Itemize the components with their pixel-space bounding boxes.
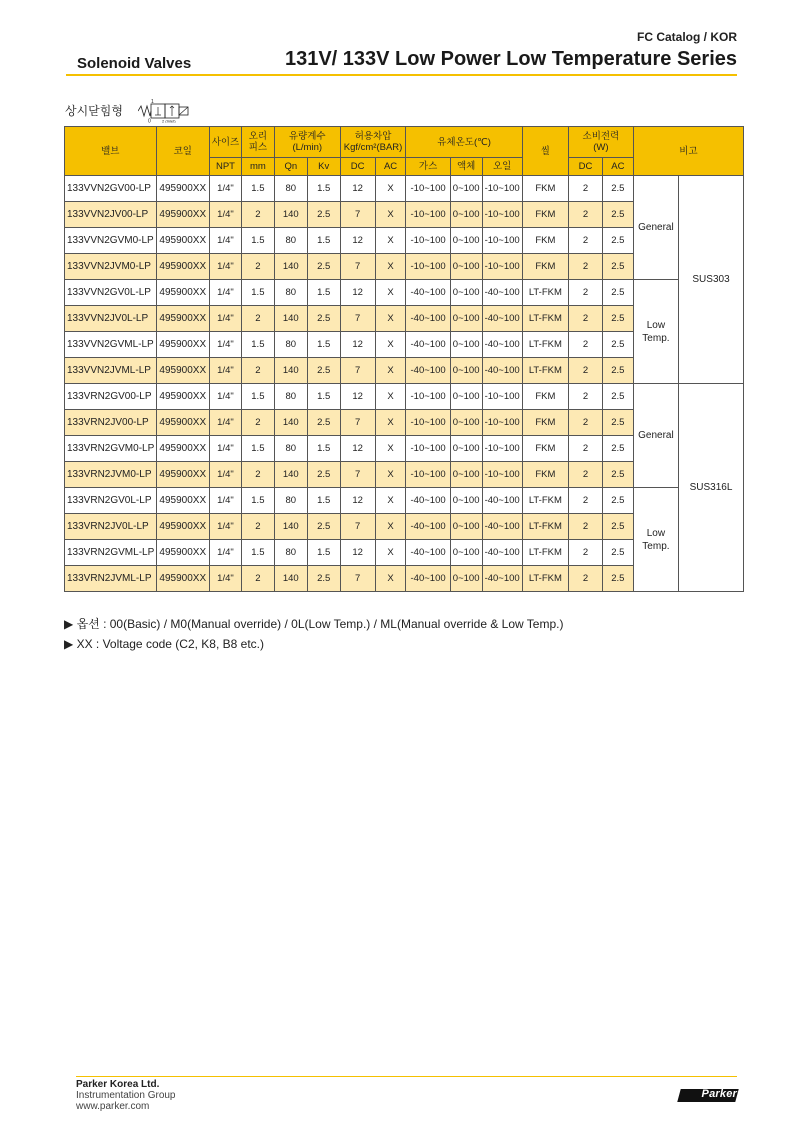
cell-power-dc: 2 — [569, 566, 603, 592]
col-temperature: 유체온도(℃) — [406, 127, 522, 158]
cell-size-npt: 1/4" — [210, 462, 242, 488]
cell-temp-oil: -10~100 — [482, 436, 522, 462]
cell-valve-model: 133VVN2JV0L-LP — [65, 306, 157, 332]
cell-seal: LT-FKM — [522, 566, 568, 592]
header-rule — [66, 74, 737, 76]
cell-power-ac: 2.5 — [602, 410, 633, 436]
col-npt: NPT — [210, 158, 242, 176]
cell-valve-model: 133VVN2GVML-LP — [65, 332, 157, 358]
cell-coil: 495900XX — [156, 514, 209, 540]
cell-flow-kv: 1.5 — [307, 176, 340, 202]
cell-flow-kv: 1.5 — [307, 384, 340, 410]
cell-pressure-ac: X — [375, 462, 406, 488]
cell-temp-gas: -40~100 — [406, 514, 450, 540]
col-dc: DC — [340, 158, 375, 176]
cell-orifice-mm: 1.5 — [241, 228, 274, 254]
cell-flow-kv: 1.5 — [307, 228, 340, 254]
cell-flow-qn: 80 — [274, 488, 307, 514]
col-ac: AC — [375, 158, 406, 176]
cell-pressure-ac: X — [375, 436, 406, 462]
cell-power-ac: 2.5 — [602, 514, 633, 540]
cell-power-ac: 2.5 — [602, 254, 633, 280]
cell-flow-kv: 1.5 — [307, 488, 340, 514]
cell-seal: LT-FKM — [522, 488, 568, 514]
cell-seal: FKM — [522, 202, 568, 228]
cell-valve-model: 133VRN2JVML-LP — [65, 566, 157, 592]
cell-pressure-dc: 7 — [340, 514, 375, 540]
cell-temp-oil: -40~100 — [482, 358, 522, 384]
cell-temp-liquid: 0~100 — [450, 410, 482, 436]
cell-valve-model: 133VRN2GVML-LP — [65, 540, 157, 566]
cell-temp-gas: -10~100 — [406, 176, 450, 202]
cell-coil: 495900XX — [156, 410, 209, 436]
cell-flow-kv: 2.5 — [307, 306, 340, 332]
cell-pressure-dc: 12 — [340, 436, 375, 462]
cell-temp-gas: -10~100 — [406, 384, 450, 410]
cell-seal: FKM — [522, 410, 568, 436]
cell-size-npt: 1/4" — [210, 254, 242, 280]
cell-flow-kv: 1.5 — [307, 540, 340, 566]
footnote-options: ▶ 옵션 : 00(Basic) / M0(Manual override) / 0L(Low Temp.) / ML(Manual override & Low Temp.) — [64, 617, 564, 631]
cell-flow-qn: 140 — [274, 358, 307, 384]
cell-flow-qn: 140 — [274, 254, 307, 280]
footnote-voltage: ▶ XX : Voltage code (C2, K8, B8 etc.) — [64, 637, 264, 651]
cell-orifice-mm: 2 — [241, 410, 274, 436]
cell-orifice-mm: 2 — [241, 566, 274, 592]
cell-power-ac: 2.5 — [602, 202, 633, 228]
cell-seal: FKM — [522, 462, 568, 488]
cell-pressure-dc: 7 — [340, 462, 375, 488]
cell-coil: 495900XX — [156, 358, 209, 384]
cell-flow-kv: 2.5 — [307, 202, 340, 228]
cell-temp-liquid: 0~100 — [450, 254, 482, 280]
footer-rule — [76, 1076, 737, 1077]
cell-pressure-ac: X — [375, 280, 406, 306]
cell-size-npt: 1/4" — [210, 488, 242, 514]
cell-temp-oil: -10~100 — [482, 228, 522, 254]
cell-orifice-mm: 1.5 — [241, 436, 274, 462]
cell-coil: 495900XX — [156, 566, 209, 592]
parker-logo — [679, 1086, 737, 1104]
cell-temp-liquid: 0~100 — [450, 462, 482, 488]
cell-pressure-ac: X — [375, 358, 406, 384]
cell-temp-oil: -40~100 — [482, 488, 522, 514]
cell-power-dc: 2 — [569, 254, 603, 280]
cell-temp-liquid: 0~100 — [450, 566, 482, 592]
cell-power-dc: 2 — [569, 176, 603, 202]
cell-temp-gas: -10~100 — [406, 410, 450, 436]
cell-orifice-mm: 2 — [241, 306, 274, 332]
cell-power-ac: 2.5 — [602, 176, 633, 202]
col-oil: 오일 — [482, 158, 522, 176]
cell-valve-model: 133VVN2GV00-LP — [65, 176, 157, 202]
cell-temp-gas: -10~100 — [406, 202, 450, 228]
cell-temp-oil: -40~100 — [482, 332, 522, 358]
col-liquid: 액체 — [450, 158, 482, 176]
cell-temp-oil: -40~100 — [482, 566, 522, 592]
cell-flow-qn: 140 — [274, 202, 307, 228]
cell-valve-model: 133VVN2JVML-LP — [65, 358, 157, 384]
cell-temp-liquid: 0~100 — [450, 306, 482, 332]
cell-temp-gas: -10~100 — [406, 254, 450, 280]
cell-pressure-dc: 12 — [340, 540, 375, 566]
col-valve: 밸브 — [65, 127, 157, 176]
cell-temp-gas: -40~100 — [406, 358, 450, 384]
cell-pressure-ac: X — [375, 254, 406, 280]
cell-flow-kv: 1.5 — [307, 332, 340, 358]
cell-temp-oil: -10~100 — [482, 462, 522, 488]
cell-seal: FKM — [522, 228, 568, 254]
cell-orifice-mm: 1.5 — [241, 488, 274, 514]
cell-size-npt: 1/4" — [210, 332, 242, 358]
cell-orifice-mm: 2 — [241, 358, 274, 384]
cell-size-npt: 1/4" — [210, 540, 242, 566]
cell-size-npt: 1/4" — [210, 436, 242, 462]
catalog-label: FC Catalog / KOR — [636, 30, 737, 44]
cell-flow-kv: 1.5 — [307, 280, 340, 306]
material-label: SUS303 — [679, 176, 744, 384]
cell-temp-oil: -10~100 — [482, 384, 522, 410]
col-power: 소비전력 (W) — [569, 127, 634, 158]
cell-flow-kv: 1.5 — [307, 436, 340, 462]
cell-size-npt: 1/4" — [210, 566, 242, 592]
cell-flow-kv: 2.5 — [307, 358, 340, 384]
cell-flow-kv: 2.5 — [307, 566, 340, 592]
col-power-ac: AC — [602, 158, 633, 176]
cell-pressure-ac: X — [375, 566, 406, 592]
cell-pressure-dc: 12 — [340, 280, 375, 306]
group-label: General — [633, 176, 678, 280]
cell-power-ac: 2.5 — [602, 436, 633, 462]
cell-coil: 495900XX — [156, 280, 209, 306]
cell-pressure-dc: 12 — [340, 228, 375, 254]
cell-coil: 495900XX — [156, 228, 209, 254]
symbol-port-inlet: 2 (Inlet) — [162, 118, 176, 123]
cell-flow-qn: 140 — [274, 566, 307, 592]
cell-power-dc: 2 — [569, 488, 603, 514]
cell-valve-model: 133VRN2GV0L-LP — [65, 488, 157, 514]
cell-size-npt: 1/4" — [210, 410, 242, 436]
cell-power-ac: 2.5 — [602, 280, 633, 306]
table-row — [65, 176, 744, 202]
group-label: Low Temp. — [633, 280, 678, 384]
cell-power-ac: 2.5 — [602, 228, 633, 254]
cell-pressure-ac: X — [375, 228, 406, 254]
col-kv: Kv — [307, 158, 340, 176]
cell-temp-liquid: 0~100 — [450, 358, 482, 384]
cell-pressure-dc: 7 — [340, 202, 375, 228]
col-remarks: 비고 — [633, 127, 743, 176]
cell-flow-kv: 2.5 — [307, 514, 340, 540]
cell-temp-oil: -40~100 — [482, 306, 522, 332]
cell-temp-gas: -40~100 — [406, 488, 450, 514]
cell-seal: LT-FKM — [522, 514, 568, 540]
cell-power-dc: 2 — [569, 228, 603, 254]
cell-temp-liquid: 0~100 — [450, 488, 482, 514]
cell-pressure-ac: X — [375, 332, 406, 358]
parker-logo-text: Parker — [701, 1088, 737, 1100]
cell-valve-model: 133VRN2GV00-LP — [65, 384, 157, 410]
cell-seal: FKM — [522, 436, 568, 462]
cell-flow-kv: 2.5 — [307, 410, 340, 436]
series-title: 131V/ 133V Low Power Low Temperature Series — [284, 48, 737, 70]
cell-temp-oil: -40~100 — [482, 280, 522, 306]
col-qn: Qn — [274, 158, 307, 176]
cell-size-npt: 1/4" — [210, 202, 242, 228]
cell-orifice-mm: 2 — [241, 202, 274, 228]
cell-seal: LT-FKM — [522, 332, 568, 358]
group-label: Low Temp. — [633, 488, 678, 592]
cell-size-npt: 1/4" — [210, 176, 242, 202]
cell-temp-oil: -40~100 — [482, 540, 522, 566]
cell-power-ac: 2.5 — [602, 462, 633, 488]
cell-pressure-ac: X — [375, 384, 406, 410]
cell-flow-qn: 80 — [274, 280, 307, 306]
cell-flow-qn: 140 — [274, 410, 307, 436]
cell-pressure-dc: 12 — [340, 488, 375, 514]
cell-temp-gas: -40~100 — [406, 566, 450, 592]
cell-flow-kv: 2.5 — [307, 254, 340, 280]
cell-pressure-ac: X — [375, 306, 406, 332]
cell-orifice-mm: 1.5 — [241, 280, 274, 306]
cell-pressure-dc: 12 — [340, 384, 375, 410]
cell-temp-oil: -10~100 — [482, 202, 522, 228]
cell-valve-model: 133VVN2GV0L-LP — [65, 280, 157, 306]
cell-power-ac: 2.5 — [602, 306, 633, 332]
cell-temp-liquid: 0~100 — [450, 228, 482, 254]
cell-power-dc: 2 — [569, 332, 603, 358]
cell-coil: 495900XX — [156, 202, 209, 228]
cell-pressure-ac: X — [375, 202, 406, 228]
symbol-port-in: 0 — [148, 118, 151, 123]
cell-pressure-dc: 7 — [340, 566, 375, 592]
cell-pressure-ac: X — [375, 514, 406, 540]
cell-temp-liquid: 0~100 — [450, 332, 482, 358]
cell-orifice-mm: 2 — [241, 254, 274, 280]
cell-power-dc: 2 — [569, 384, 603, 410]
table-row — [65, 384, 744, 410]
cell-flow-qn: 80 — [274, 228, 307, 254]
cell-power-ac: 2.5 — [602, 358, 633, 384]
cell-power-dc: 2 — [569, 410, 603, 436]
table-row — [65, 280, 744, 306]
col-size: 사이즈 — [210, 127, 242, 158]
cell-valve-model: 133VVN2GVM0-LP — [65, 228, 157, 254]
cell-power-dc: 2 — [569, 462, 603, 488]
cell-temp-liquid: 0~100 — [450, 280, 482, 306]
cell-valve-model: 133VRN2JV0L-LP — [65, 514, 157, 540]
cell-flow-qn: 140 — [274, 462, 307, 488]
cell-pressure-ac: X — [375, 488, 406, 514]
cell-pressure-dc: 7 — [340, 358, 375, 384]
cell-power-dc: 2 — [569, 540, 603, 566]
cell-pressure-ac: X — [375, 176, 406, 202]
spec-table — [64, 126, 744, 592]
cell-coil: 495900XX — [156, 436, 209, 462]
cell-orifice-mm: 1.5 — [241, 332, 274, 358]
col-orifice: 오리 피스 — [241, 127, 274, 158]
cell-valve-model: 133VRN2GVM0-LP — [65, 436, 157, 462]
group-label: General — [633, 384, 678, 488]
cell-size-npt: 1/4" — [210, 306, 242, 332]
cell-power-dc: 2 — [569, 280, 603, 306]
col-flow: 유량계수 (L/min) — [274, 127, 340, 158]
cell-temp-liquid: 0~100 — [450, 514, 482, 540]
cell-temp-gas: -40~100 — [406, 306, 450, 332]
cell-size-npt: 1/4" — [210, 358, 242, 384]
cell-temp-gas: -40~100 — [406, 280, 450, 306]
cell-power-dc: 2 — [569, 306, 603, 332]
cell-power-ac: 2.5 — [602, 488, 633, 514]
cell-flow-qn: 80 — [274, 436, 307, 462]
cell-coil: 495900XX — [156, 254, 209, 280]
col-pressure: 허용차압 Kgf/cm²(BAR) — [340, 127, 406, 158]
cell-coil: 495900XX — [156, 488, 209, 514]
cell-seal: LT-FKM — [522, 358, 568, 384]
cell-flow-qn: 140 — [274, 514, 307, 540]
footer-website[interactable]: www.parker.com — [76, 1101, 150, 1112]
cell-size-npt: 1/4" — [210, 228, 242, 254]
col-coil: 코일 — [156, 127, 209, 176]
col-mm: mm — [241, 158, 274, 176]
cell-temp-oil: -40~100 — [482, 514, 522, 540]
cell-coil: 495900XX — [156, 306, 209, 332]
material-label: SUS316L — [679, 384, 744, 592]
cell-temp-gas: -10~100 — [406, 228, 450, 254]
cell-orifice-mm: 2 — [241, 462, 274, 488]
cell-flow-qn: 80 — [274, 384, 307, 410]
cell-orifice-mm: 1.5 — [241, 176, 274, 202]
cell-size-npt: 1/4" — [210, 384, 242, 410]
footer-company: Parker Korea Ltd. — [76, 1079, 160, 1090]
footnotes — [64, 614, 563, 654]
cell-power-dc: 2 — [569, 436, 603, 462]
spec-table-body — [65, 176, 744, 592]
cell-temp-gas: -10~100 — [406, 462, 450, 488]
cell-seal: LT-FKM — [522, 306, 568, 332]
section-title: Solenoid Valves — [77, 55, 192, 72]
cell-orifice-mm: 2 — [241, 514, 274, 540]
cell-pressure-dc: 7 — [340, 410, 375, 436]
symbol-port-out: 1 — [151, 99, 154, 105]
cell-flow-qn: 80 — [274, 332, 307, 358]
cell-temp-liquid: 0~100 — [450, 384, 482, 410]
col-seal: 씰 — [522, 127, 568, 176]
cell-pressure-dc: 7 — [340, 306, 375, 332]
cell-flow-qn: 140 — [274, 306, 307, 332]
cell-temp-liquid: 0~100 — [450, 202, 482, 228]
cell-valve-model: 133VVN2JVM0-LP — [65, 254, 157, 280]
cell-pressure-dc: 7 — [340, 254, 375, 280]
cell-seal: FKM — [522, 384, 568, 410]
cell-coil: 495900XX — [156, 384, 209, 410]
cell-power-ac: 2.5 — [602, 332, 633, 358]
cell-seal: LT-FKM — [522, 540, 568, 566]
cell-power-ac: 2.5 — [602, 384, 633, 410]
cell-pressure-ac: X — [375, 540, 406, 566]
cell-coil: 495900XX — [156, 332, 209, 358]
col-power-dc: DC — [569, 158, 603, 176]
table-row — [65, 488, 744, 514]
cell-coil: 495900XX — [156, 176, 209, 202]
cell-temp-oil: -10~100 — [482, 410, 522, 436]
cell-temp-liquid: 0~100 — [450, 540, 482, 566]
cell-power-ac: 2.5 — [602, 566, 633, 592]
cell-flow-qn: 80 — [274, 540, 307, 566]
cell-orifice-mm: 1.5 — [241, 384, 274, 410]
cell-temp-liquid: 0~100 — [450, 176, 482, 202]
cell-seal: LT-FKM — [522, 280, 568, 306]
cell-valve-model: 133VRN2JVM0-LP — [65, 462, 157, 488]
cell-pressure-dc: 12 — [340, 176, 375, 202]
cell-size-npt: 1/4" — [210, 280, 242, 306]
cell-coil: 495900XX — [156, 462, 209, 488]
cell-temp-oil: -10~100 — [482, 254, 522, 280]
cell-pressure-dc: 12 — [340, 332, 375, 358]
cell-temp-gas: -40~100 — [406, 540, 450, 566]
cell-pressure-ac: X — [375, 410, 406, 436]
cell-valve-model: 133VVN2JV00-LP — [65, 202, 157, 228]
cell-temp-gas: -40~100 — [406, 332, 450, 358]
cell-temp-oil: -10~100 — [482, 176, 522, 202]
cell-power-dc: 2 — [569, 358, 603, 384]
cell-power-dc: 2 — [569, 202, 603, 228]
cell-power-dc: 2 — [569, 514, 603, 540]
normally-closed-label: 상시닫힘형 — [65, 104, 123, 118]
cell-flow-kv: 2.5 — [307, 462, 340, 488]
cell-temp-gas: -10~100 — [406, 436, 450, 462]
valve-symbol-icon — [138, 97, 194, 123]
cell-orifice-mm: 1.5 — [241, 540, 274, 566]
cell-seal: FKM — [522, 254, 568, 280]
cell-seal: FKM — [522, 176, 568, 202]
col-gas: 가스 — [406, 158, 450, 176]
cell-valve-model: 133VRN2JV00-LP — [65, 410, 157, 436]
cell-coil: 495900XX — [156, 540, 209, 566]
cell-flow-qn: 80 — [274, 176, 307, 202]
cell-size-npt: 1/4" — [210, 514, 242, 540]
footer-group: Instrumentation Group — [76, 1090, 176, 1101]
cell-temp-liquid: 0~100 — [450, 436, 482, 462]
cell-power-ac: 2.5 — [602, 540, 633, 566]
